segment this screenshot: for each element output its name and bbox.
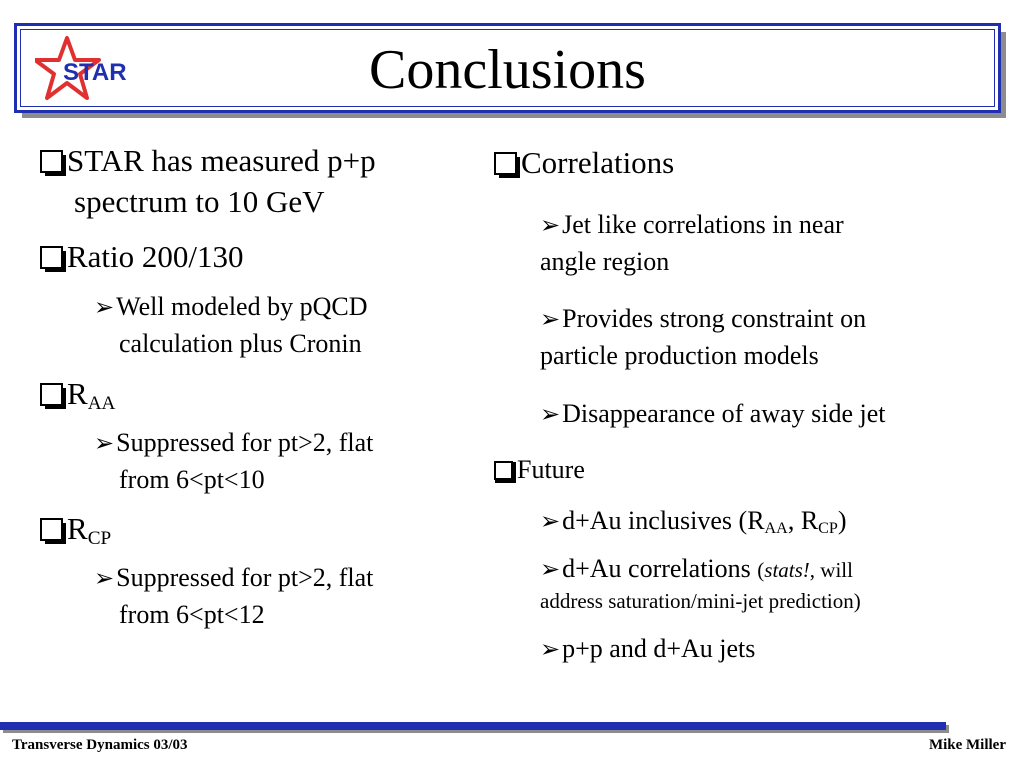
- bullet-raa: $R_{AA}$: [40, 376, 115, 422]
- bullet-ratio: Ratio 200/130: [40, 239, 244, 275]
- sub-bullet-disappearance: ➢Disappearance of away side jet: [540, 399, 886, 428]
- sub-bullet-rcp-line2: from 6<pt<12: [119, 600, 265, 629]
- bullet-star-pp: STAR has measured p+p: [40, 143, 376, 179]
- checkbox-bullet-icon: [40, 150, 63, 173]
- sub-bullet-constraint: ➢Provides strong constraint on: [540, 304, 867, 333]
- arrow-bullet-icon: ➢: [540, 307, 561, 333]
- sub-bullet-dau-correlations: ➢d+Au correlations (stats!, will: [540, 554, 853, 583]
- sub-bullet-pp-dau-jets: ➢p+p and d+Au jets: [540, 634, 756, 663]
- star-logo-text: STAR: [63, 59, 127, 86]
- sub-bullet-constraint-line2: particle production models: [540, 341, 819, 370]
- sub-bullet-rcp: ➢Suppressed for pt>2, flat: [94, 563, 374, 592]
- checkbox-bullet-icon: [40, 246, 63, 269]
- sub-bullet-jet-like: ➢Jet like correlations in near: [540, 210, 844, 239]
- arrow-bullet-icon: ➢: [94, 295, 115, 321]
- bullet-correlations: Correlations: [494, 145, 674, 181]
- arrow-bullet-icon: ➢: [540, 213, 561, 239]
- sub-bullet-pqcd: ➢Well modeled by pQCD: [94, 292, 368, 321]
- arrow-bullet-icon: ➢: [540, 402, 561, 428]
- arrow-bullet-icon: ➢: [540, 557, 561, 583]
- sub-bullet-dau-correlations-line2: address saturation/mini-jet prediction): [540, 589, 861, 613]
- arrow-bullet-icon: ➢: [94, 566, 115, 592]
- checkbox-bullet-icon: [494, 152, 517, 175]
- bullet-future: Future: [494, 452, 585, 488]
- checkbox-bullet-icon: [40, 518, 63, 541]
- checkbox-bullet-icon: [40, 383, 63, 406]
- sub-bullet-raa: ➢Suppressed for pt>2, flat: [94, 428, 374, 457]
- footer-left-text: Transverse Dynamics 03/03: [12, 737, 188, 753]
- sub-bullet-jet-like-line2: angle region: [540, 247, 670, 276]
- arrow-bullet-icon: ➢: [540, 637, 561, 663]
- bullet-star-pp-line2: spectrum to 10 GeV: [74, 184, 325, 219]
- sub-bullet-raa-line2: from 6<pt<10: [119, 465, 265, 494]
- checkbox-bullet-icon: [494, 461, 513, 480]
- title-box: [14, 23, 1001, 113]
- sub-bullet-pqcd-line2: calculation plus Cronin: [119, 329, 362, 358]
- arrow-bullet-icon: ➢: [540, 509, 561, 535]
- arrow-bullet-icon: ➢: [94, 431, 115, 457]
- footer-right-text: Mike Miller: [928, 737, 1006, 753]
- page-title: Conclusions: [369, 39, 646, 101]
- footer-divider: [0, 722, 946, 730]
- sub-bullet-dau-inclusives: ➢d+Au inclusives ($R_{AA}$, $R_{CP}$): [540, 506, 847, 538]
- bullet-rcp: $R_{CP}$: [40, 511, 111, 557]
